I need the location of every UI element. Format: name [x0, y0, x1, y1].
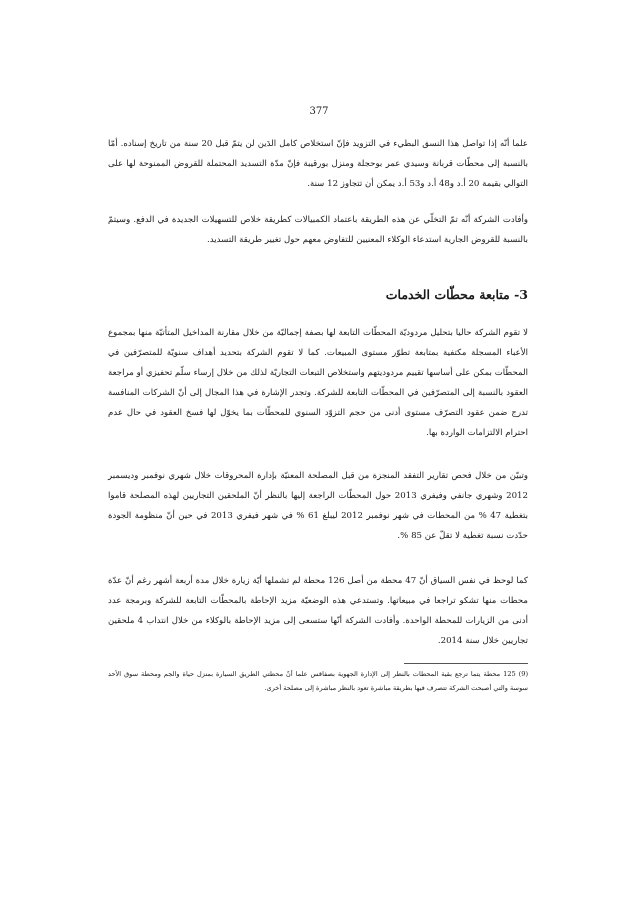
paragraph-text: وتبيّن من خلال فحص تقارير التفقد المنجزة من قبل المصلحة المعنيّة بإدارة المحروقات خلال شهري نوفمبر وديسمبر 2012 وشهري جانفي وفيفري 2013 حول المحطّات الراجعة إليها بالنظر أنّ الملحقين التجاريين لهذه المصلحة قاموا بتغطية 47 % من المحطات في شهر نوفمبر 2012 ليبلغ 61 % في شهر فيفري 2013 في حين أنّ منظومة الجودة حدّدت نسبة تغطية لا تقلّ عن 85 %.	[108, 471, 528, 541]
paragraph-company-response	[108, 210, 528, 254]
paragraph-inspection-reports	[108, 466, 528, 550]
paragraph-text: علما أنّه إذا تواصل هذا النسق البطيء في التزويد فإنّ استخلاص كامل الدَين لن يتمّ قبل 20 سنة من تاريخ إسناده. أمّا بالنسبة إلى محطّات قربانة وسيدي عمر بوحجلة ومنزل بورقيبة فإنّ مدّة التسديد المحتملة للقروض الممنوحة لها على التوالي بقيمة 20 أ.د و48 أ.د و53 أ.د يمكن أن تتجاوز 12 سنة.	[108, 139, 528, 189]
paragraph-station-profitability	[108, 323, 528, 447]
paragraph-text: لا تقوم الشركة حاليا بتحليل مردوديّة المحطّات التابعة لها بصفة إجماليّة من خلال مقارنة المداخيل المتأتيّة منها بمجموع الأعباء المسجلة مكتفية بمتابعة تطوّر مستوى المبيعات. كما لا تقوم الشركة بتحديد أهداف سنويّة للمتصرّفين في المحطّات بمكن على أساسها تقييم مردوديتهم واستخلاص التبعات التجاريّة لذلك من خلال إرساء سلّم تحفيزي أو مراجعة العقود بالنسبة إلى المتصرّفين في المحطّات التابعة للشركة. وتجدر الإشارة في هذا المجال إلى أنّ الشركات المنافسة تدرج ضمن عقود التصرّف مستوى أدنى من حجم التزوّد السنوي للمحطّات بما يخوّل لها فسخ العقود في حال عدم احترام الالتزامات الواردة بها.	[108, 328, 528, 438]
section-heading: 3- متابعة محطّات الخدمات	[385, 287, 528, 302]
footnote-divider	[404, 663, 528, 664]
page-number: 377	[309, 106, 329, 117]
paragraph-text: كما لوحظ في نفس السياق أنّ 47 محطة من أصل 126 محطة لم تشملها أيّة زيارة خلال مدة أربعة أشهر رغم أنّ عدّة محطات منها تشكو تراجعا في مبيعاتها. وتستدعي هذه الوضعيّة مزيد الإحاطة بالمحطّات التابعة للشركة وبرمجة عدد أدنى من الزيارات للمحطة الواحدة. وأفادت الشركة أنّها ستسعى إلى مزيد الإحاطة بالوكلاء من خلال انتداب 4 ملحقين تجاريين خلال سنة 2014.	[108, 576, 528, 646]
paragraph-text: وأفادت الشركة أنّه تمّ التخلّي عن هذه الطريقة باعتماد الكمبيالات كطريقة خلاص للتسهيلات الجديدة في الدفع. وسيتمّ بالنسبة للقروض الجارية استدعاء الوكلاء المعنيين للتفاوض معهم حول تغيير طريقة التسديد.	[108, 215, 528, 245]
footnote-block	[108, 667, 528, 701]
paragraph-debt-repayment	[108, 134, 528, 198]
paragraph-unvisited-stations	[108, 571, 528, 655]
section-heading-block	[108, 284, 528, 308]
footnote-text: (9) 125 محطة يتما ترجع بقية المحطات بالنظر إلى الإدارة الجهوية بصفاقس علما أنّ محطتي الطريق السيارة بمنزل حياة والجم ومحطة سوق الأحد سوسة والتي أصبحت الشركة تتصرف فيها بطريقة مباشرة تعود بالنظر مباشرة إلى مصلحة أخرى.	[108, 670, 529, 692]
